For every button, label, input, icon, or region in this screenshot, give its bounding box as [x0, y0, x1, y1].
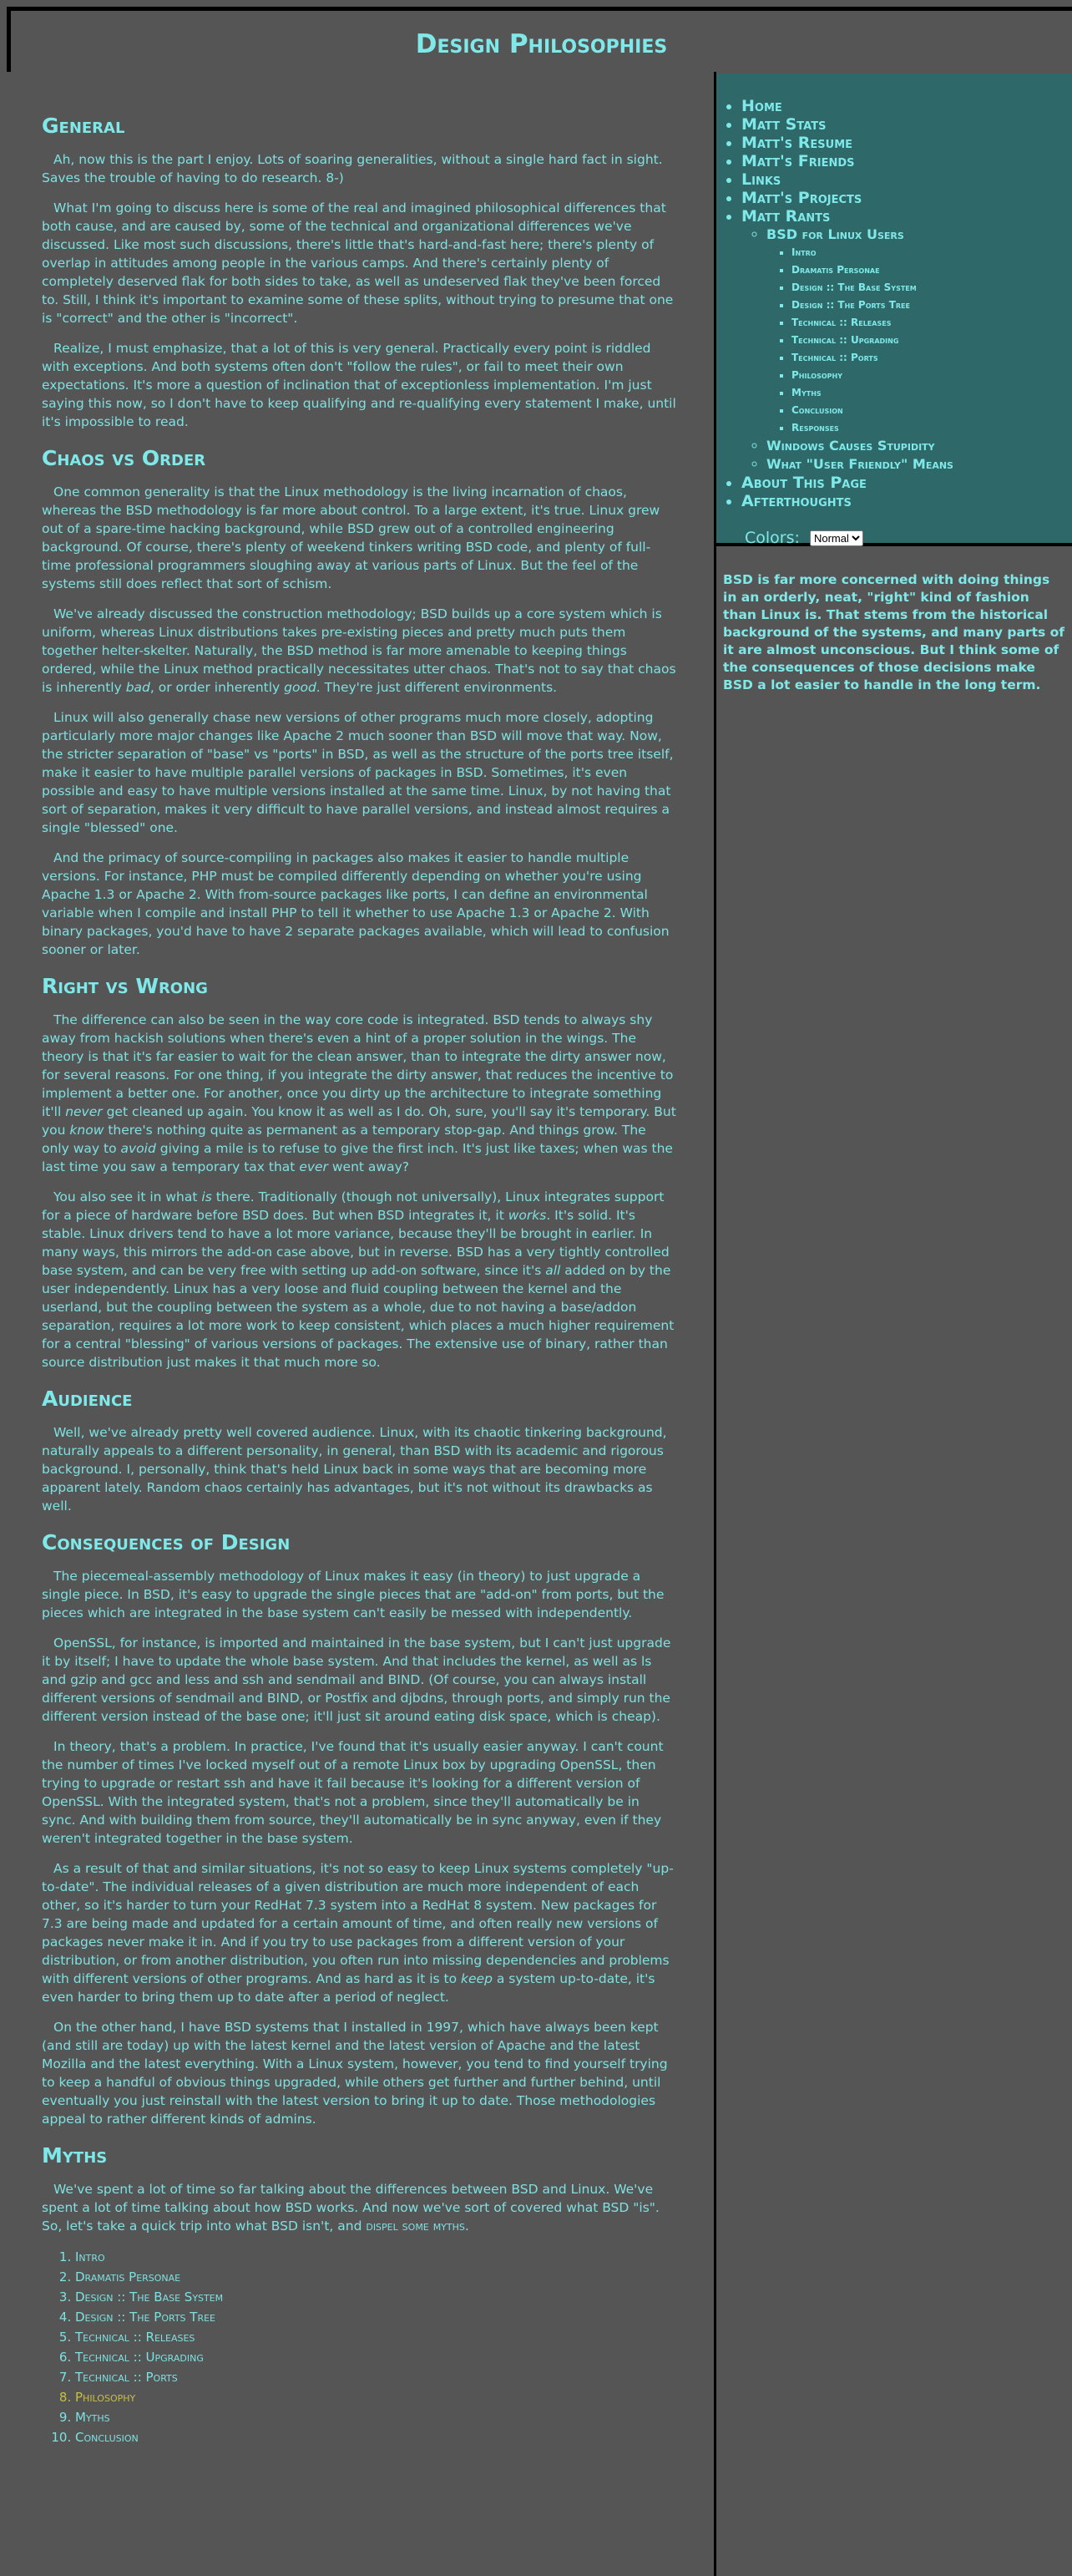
- toc-item-ports-tree[interactable]: 4. Design :: The Ports Tree: [75, 2307, 676, 2327]
- nav-sub-conclusion[interactable]: ▪ Conclusion: [791, 402, 1072, 419]
- paragraph: OpenSSL, for instance, is imported and maintained in the base system, but I can't just upgrade it by itself; I have to update the whole base system. And that includes the kernel, as well as ls and gzip and gcc and less and ssh and sendmail and BIND. (Of course, you can always install different versions of sendmail and BIND, or Postfix and djbdns, through ports, and simply run the different version instead of the base one; it'll just sit around eating disk space, which is cheap).: [42, 1635, 671, 1724]
- nav-resume[interactable]: • Matt's Resume: [741, 134, 1072, 152]
- emphasis: avoid: [120, 1141, 156, 1156]
- section-heading-audience: Audience: [42, 1387, 133, 1411]
- paragraph: In theory, that's a problem. In practice, I've found that it's usually easier anyway. I can't count the number of times I've locked myself out of a remote Linux box by upgrading OpenSSL, then trying to upgrade or restart ssh and have it fail because it's looking for a different version of OpenSSL. With the integrated system, that's not a problem, since they'll automatically be in sync. And with building them from source, they'll automatically be in sync anyway, even if they weren't integrated together in the base system.: [42, 1739, 664, 1846]
- text: there's nothing quite as permanent as a temporary stop-gap. And things grow. The only way to: [42, 1123, 646, 1156]
- toc-item-philosophy-current: 8. Philosophy: [75, 2387, 676, 2407]
- colors-label: Colors:: [745, 529, 800, 547]
- nav-home[interactable]: • Home: [741, 97, 1072, 115]
- main-content: [42, 99, 676, 2447]
- nav-projects[interactable]: • Matt's Projects: [741, 189, 1072, 207]
- paragraph: [42, 2180, 676, 2235]
- nav-about[interactable]: • About This Page: [741, 474, 1072, 492]
- paragraph: The piecemeal-assembly methodology of Linux makes it easy (in theory) to just upgrade a single piece. In BSD, it's easy to upgrade the single pieces that are "add-on" from ports, but the pieces which are integrated in the base system can't easily be messed with independently.: [42, 1569, 665, 1620]
- nav-rants-label[interactable]: Matt Rants: [741, 207, 831, 226]
- php-acronym: PHP: [191, 869, 217, 884]
- toc-item-myths[interactable]: 9. Myths: [75, 2407, 676, 2427]
- paragraph: Realize, I must emphasize, that a lot of this is very general. Practically every point is riddled with exceptions. And both systems often don't "follow the rules", or fail to meet their own expectations. It's more a question of inclination that of exceptionless implementation. I'm just saying this now, so I don't have to keep qualifying and re-qualifying every statement I make, until it's impossible to read.: [42, 341, 676, 429]
- nav-sub-ports-tree[interactable]: ▪ Design :: The Ports Tree: [791, 297, 1072, 314]
- paragraph: One common generality is that the Linux methodology is the living incarnation of chaos, whereas the BSD methodology is far more about control. To a large extent, it's true. Linux grew out of a spare-time hacking background, while BSD grew out of a controlled engineering background. Of course, there's plenty of weekend tinkers writing BSD code, and plenty of full-time professional programmers sloughing away at various parts of Linux. But the feel of the systems still does reflect that sort of schism.: [42, 484, 660, 591]
- text: You also see it in what: [53, 1189, 202, 1204]
- colors-select[interactable]: [810, 530, 863, 546]
- section-heading-chaos-vs-order: Chaos vs Order: [42, 446, 206, 470]
- emphasis: ever: [299, 1159, 328, 1174]
- section-heading-consequences: Consequences of Design: [42, 1530, 291, 1554]
- text: must be compiled differently depending on whether you're using Apache 1.3 or Apache 2. With from-source packages like ports, I can define an environmental variable when I compile and install PHP to tell it whether to use Apache 1.3 or Apache 2. With binary packages, you'd have to have 2 separate packages available, which will lead to confusion sooner or later.: [42, 869, 670, 957]
- nav-user-friendly[interactable]: ◦ What "User Friendly" Means: [766, 455, 1072, 474]
- nav-sub-philosophy[interactable]: ▪ Philosophy: [791, 367, 1072, 384]
- toc-item-intro[interactable]: 1. Intro: [75, 2247, 676, 2267]
- page-title: Design Philosophies: [415, 29, 668, 59]
- section-heading-myths: Myths: [42, 2143, 108, 2168]
- emphasis: never: [65, 1104, 103, 1119]
- text: went away?: [327, 1159, 409, 1174]
- text: The difference can also be seen in the way core code is integrated. BSD tends to always shy away from hackish solutions when there's even a hint of a proper solution in the wings. The theory is that it's far easier to wait for the clean answer, than to integrate the dirty answer now, for several reasons. For one thing, if you integrate the dirty answer, that reduces the incentive to implement a better one. For another, once you dirty up the architecture to integrate something it'll: [42, 1012, 674, 1119]
- nav-sub-myths[interactable]: ▪ Myths: [791, 384, 1072, 402]
- paragraph: Well, we've already pretty well covered audience. Linux, with its chaotic tinkering background, naturally appeals to a different personality, in general, than BSD with its academic and rigorous background. I, personally, think that's held Linux back in some ways that are becoming more apparent lately. Random chaos certainly has advantages, but it's not without its drawbacks as well.: [42, 1425, 667, 1514]
- emphasis: keep: [461, 1971, 493, 1986]
- toc-item-base-system[interactable]: 3. Design :: The Base System: [75, 2287, 676, 2307]
- nav-sub-base-system[interactable]: ▪ Design :: The Base System: [791, 279, 1072, 297]
- emphasis: works: [508, 1208, 547, 1223]
- colors-control: [745, 529, 1072, 547]
- paragraph: Linux will also generally chase new versions of other programs much more closely, adopting particularly more major changes like Apache 2 much sooner than BSD will move that way. Now, the stricter separation of "base" vs "ports" in BSD, as well as the structure of the ports tree itself, make it easier to have multiple parallel versions of packages in BSD. Sometimes, it's even possible and easy to have multiple versions installed at the same time. Linux, by not having that sort of separation, makes it very difficult to have parallel versions, and instead almost requires a single "blessed" one.: [42, 710, 674, 835]
- nav-matt-stats[interactable]: • Matt Stats: [741, 115, 1072, 134]
- text: a system up-to-date, it's even harder to bring them up to date after a period of neglect.: [42, 1971, 655, 2005]
- text: .: [464, 2219, 469, 2234]
- text: added on by the user independently. Linux has a very loose and fluid coupling between the kernel and the userland, but the coupling between the system as a whole, due to not having a base/addon separation, requires a lot more work to keep consistent, which places a much higher requirement for a central "blessing" of various versions of packages. The extensive use of binary, rather than source distribution just makes it that much more so.: [42, 1263, 675, 1370]
- nav-sub-upgrading[interactable]: ▪ Technical :: Upgrading: [791, 332, 1072, 349]
- nav-rants[interactable]: [741, 207, 1072, 474]
- nav-bsd-label[interactable]: BSD for Linux Users: [766, 226, 904, 242]
- toc-item-upgrading[interactable]: 6. Technical :: Upgrading: [75, 2347, 676, 2367]
- nav-windows-causes-stupidity[interactable]: ◦ Windows Causes Stupidity: [766, 437, 1072, 455]
- emphasis: is: [201, 1189, 212, 1204]
- nav-sub-ports[interactable]: ▪ Technical :: Ports: [791, 349, 1072, 367]
- section-heading-general: General: [42, 114, 125, 138]
- nav-links[interactable]: • Links: [741, 170, 1072, 189]
- toc-item-dramatis-personae[interactable]: 2. Dramatis Personae: [75, 2267, 676, 2287]
- text: We've spent a lot of time so far talking about the differences between BSD and Linux. We've spent a lot of time talking about how BSD works. And now we've sort of covered what BSD "is". So, let's take a quick trip into what BSD isn't, and: [42, 2182, 660, 2234]
- text: giving a mile is to refuse to give the first inch. It's just like taxes; when was the last time you saw a temporary tax that: [42, 1141, 673, 1174]
- emphasis: know: [69, 1123, 104, 1138]
- text: And the primacy of source-compiling in packages also makes it easier to handle multiple versions. For instance,: [42, 850, 630, 884]
- emphasis: bad: [125, 680, 150, 695]
- text: We've already discussed the construction methodology; BSD builds up a core system which is uniform, whereas Linux distributions takes pre-existing pieces and pretty much puts them together helter-skelter. Naturally, the BSD method is far more amenable to keeping things ordered, while the Linux method practically necessitates utter chaos. That's not to say that chaos is inherently: [42, 606, 676, 695]
- nav-sub-releases[interactable]: ▪ Technical :: Releases: [791, 314, 1072, 332]
- paragraph: [42, 849, 676, 959]
- toc-item-releases[interactable]: 5. Technical :: Releases: [75, 2327, 676, 2347]
- sidebar-nav: [716, 74, 1072, 546]
- paragraph: [42, 605, 676, 697]
- paragraph: [42, 1011, 676, 1176]
- sidebar-callout: BSD is far more concerned with doing things in an orderly, neat, "right" kind of fashion than Linux is. That stems from the historical background of the systems, and many parts of it are almost unconscious. But I think some of the consequences of those decisions make BSD a lot easier to handle in the long term.: [723, 572, 1065, 692]
- emphasis: good: [284, 680, 316, 695]
- page-header: [7, 7, 1072, 72]
- nav-bsd-for-linux-users[interactable]: [766, 226, 1072, 437]
- nav-sub-responses[interactable]: ▪ Responses: [791, 419, 1072, 437]
- series-toc: [42, 2247, 676, 2447]
- text: get cleaned up again. You know it as well as I do. Oh, sure, you'll say it's temporary. But you: [42, 1104, 676, 1138]
- text: As a result of that and similar situations, it's not so easy to keep Linux systems completely "up-to-date". The individual releases of a given distribution are much more independent of each other, so it's harder to turn your RedHat 7.3 system into a RedHat 8 system. New packages for 7.3 are being made and updated for a certain amount of time, and often really new versions of packages never make it in. And if you try to use packages from a different version of your distribution, or from another distribution, you often run into missing dependencies and problems with different versions of other programs. And as hard as it is to: [42, 1861, 674, 1986]
- emphasis: all: [545, 1263, 561, 1278]
- text: there. Traditionally (though not universally), Linux integrates support for a piece of hardware before BSD does. But when BSD integrates it, it: [42, 1189, 665, 1223]
- dispel-myths-text: dispel some myths: [366, 2219, 465, 2234]
- text: . They're just different environments.: [316, 680, 558, 695]
- toc-item-conclusion[interactable]: 10. Conclusion: [75, 2427, 676, 2447]
- paragraph: [42, 1859, 676, 2006]
- nav-afterthoughts[interactable]: • Afterthoughts: [741, 492, 1072, 510]
- text: . It's solid. It's stable. Linux drivers tend to have a lot more variance, because they'll be brought in earlier. In many ways, this mirrors the add-on case above, but in reverse. BSD has a very tightly controlled base system, and can be very free with setting up add-on software, since it's: [42, 1208, 670, 1278]
- nav-friends[interactable]: • Matt's Friends: [741, 152, 1072, 170]
- paragraph: [42, 1188, 676, 1372]
- paragraph: On the other hand, I have BSD systems that I installed in 1997, which have always been kept (and still are today) up with the latest kernel and the latest version of Apache and the latest Mozilla and the latest everything. With a Linux system, however, you tend to find yourself trying to keep a handful of obvious things upgraded, while others get further and further behind, until eventually you just reinstall with the latest version to bring it up to date. Those methodologies appeal to rather different kinds of admins.: [42, 2020, 668, 2127]
- nav-sub-intro[interactable]: ▪ Intro: [791, 244, 1072, 261]
- nav-sub-dramatis-personae[interactable]: ▪ Dramatis Personae: [791, 261, 1072, 279]
- toc-item-ports[interactable]: 7. Technical :: Ports: [75, 2367, 676, 2387]
- text: , or order inherently: [149, 680, 285, 695]
- section-heading-right-vs-wrong: Right vs Wrong: [42, 974, 208, 998]
- paragraph: Ah, now this is the part I enjoy. Lots of soaring generalities, without a single hard fact in sight. Saves the trouble of having to do research. 8-): [42, 152, 663, 185]
- paragraph: What I'm going to discuss here is some of the real and imagined philosophical differences that both cause, and are caused by, some of the technical and organizational differences we've discussed. Like most such discussions, there's little that's hard-and-fast here; there's plenty of overlap in attitudes among people in the various camps. And there's certainly plenty of completely deserved flak for both sides to take, as well as undeserved flak they've been forced to. Still, I think it's important to examine some of these splits, without trying to presume that one is "correct" and the other is "incorrect".: [42, 200, 674, 326]
